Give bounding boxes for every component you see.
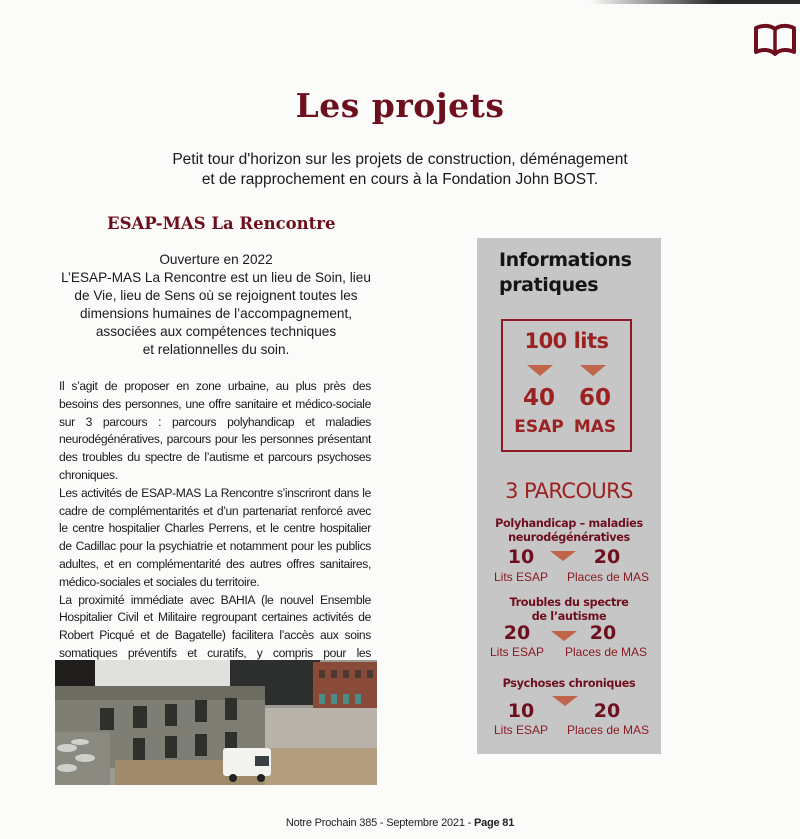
arrow-down-icon (550, 551, 576, 561)
parcours-mas-value: 20 (593, 546, 621, 568)
intro-line: Ouverture en 2022 (159, 252, 273, 267)
parcours-title-line: neurodégénératives (508, 531, 630, 544)
parcours-heading: 3 PARCOURS (505, 479, 633, 503)
parcours-title (477, 517, 661, 545)
parcours-esap-value: 20 (503, 622, 531, 644)
parcours-mas-label: Places de MAS (567, 570, 650, 584)
subtitle-line: et de rapprochement en cours à la Fondation John BOST. (201, 171, 599, 188)
parcours-esap-value: 10 (507, 700, 535, 722)
parcours-esap-value: 10 (507, 546, 535, 568)
page-subtitle (150, 150, 650, 190)
info-title-line: Informations (499, 249, 632, 271)
esap-total-value: 40 (522, 385, 555, 411)
footer-text: Notre Prochain 385 - Septembre 2021 - (285, 817, 474, 829)
parcours-title (477, 596, 661, 624)
article-intro (56, 251, 376, 359)
parcours-esap-label: Lits ESAP (493, 570, 549, 584)
body-paragraph: La proximité immédiate avec BAHIA (le nouvel Ensemble Hospitalier Civil et Militaire regroupant certaines activités de Robert Picqué et de Bagatelle) facilitera l’accès aux soins somatiques préventifs et curatifs, y compris pour les (59, 592, 371, 660)
book-icon (752, 22, 798, 58)
article-body (59, 378, 371, 681)
mas-total-value: 60 (578, 385, 611, 411)
intro-line: et relationnelles du soin. (142, 342, 290, 357)
page-number: Page 81 (473, 817, 515, 829)
parcours-mas-value: 20 (593, 700, 621, 722)
top-edge-bar (590, 0, 800, 4)
parcours-title (477, 677, 661, 691)
parcours-esap-label: Lits ESAP (493, 723, 549, 737)
info-box (477, 238, 661, 754)
subtitle-line: Petit tour d'horizon sur les projets de construction, déménagement (172, 151, 628, 168)
mas-total-label: MAS (573, 417, 617, 437)
article-heading: ESAP-MAS La Rencontre (107, 214, 336, 233)
construction-site-photo (55, 660, 377, 785)
total-beds: 100 lits (524, 329, 609, 353)
parcours-title-line: Troubles du spectre (509, 596, 629, 609)
parcours-title-line: de l’autisme (531, 610, 607, 623)
arrow-down-icon (552, 696, 578, 706)
intro-line: dimensions humaines de l’accompagnement, (79, 306, 353, 321)
parcours-mas-value: 20 (589, 622, 617, 644)
intro-line: L’ESAP-MAS La Rencontre est un lieu de Soin, lieu (61, 270, 371, 285)
capacity-box (501, 319, 632, 452)
body-paragraph: Les activités de ESAP-MAS La Rencontre s’inscriront dans le cadre de complémentarités et d’un partenariat renforcé avec le centre hospitalier Charles Perrens, et le centre hospitalier de Cadillac pour la psychiatrie et notamment pour les publics adultes, et en complémentarité des autres offres sanitaires, médico-sociales et sociales du territoire. (59, 485, 371, 589)
esap-total-label: ESAP (514, 417, 564, 437)
body-paragraph: Il s’agit de proposer en zone urbaine, au plus près des besoins des personnes, une offre sanitaire et médico-sociale sur 3 parcours : parcours polyhandicap et maladies neurodégénératives, parcours pour les personnes présentant des troubles du spectre de l’autisme et parcours psychoses chroniques. (59, 379, 371, 482)
parcours-mas-label: Places de MAS (565, 645, 648, 659)
parcours-title-line: Polyhandicap – maladies (495, 517, 643, 530)
intro-line: de Vie, lieu de Sens où se rejoignent toutes les (74, 288, 358, 303)
parcours-title-line: Psychoses chroniques (502, 677, 636, 690)
page-title: Les projets (295, 86, 505, 125)
arrow-down-icon (580, 365, 606, 376)
info-title-line: pratiques (499, 274, 599, 296)
parcours-esap-label: Lits ESAP (489, 645, 545, 659)
info-box-title (499, 248, 632, 298)
arrow-down-icon (527, 365, 553, 376)
page-footer (0, 817, 800, 829)
parcours-mas-label: Places de MAS (567, 723, 650, 737)
intro-line: associées aux compétences techniques (95, 324, 337, 339)
